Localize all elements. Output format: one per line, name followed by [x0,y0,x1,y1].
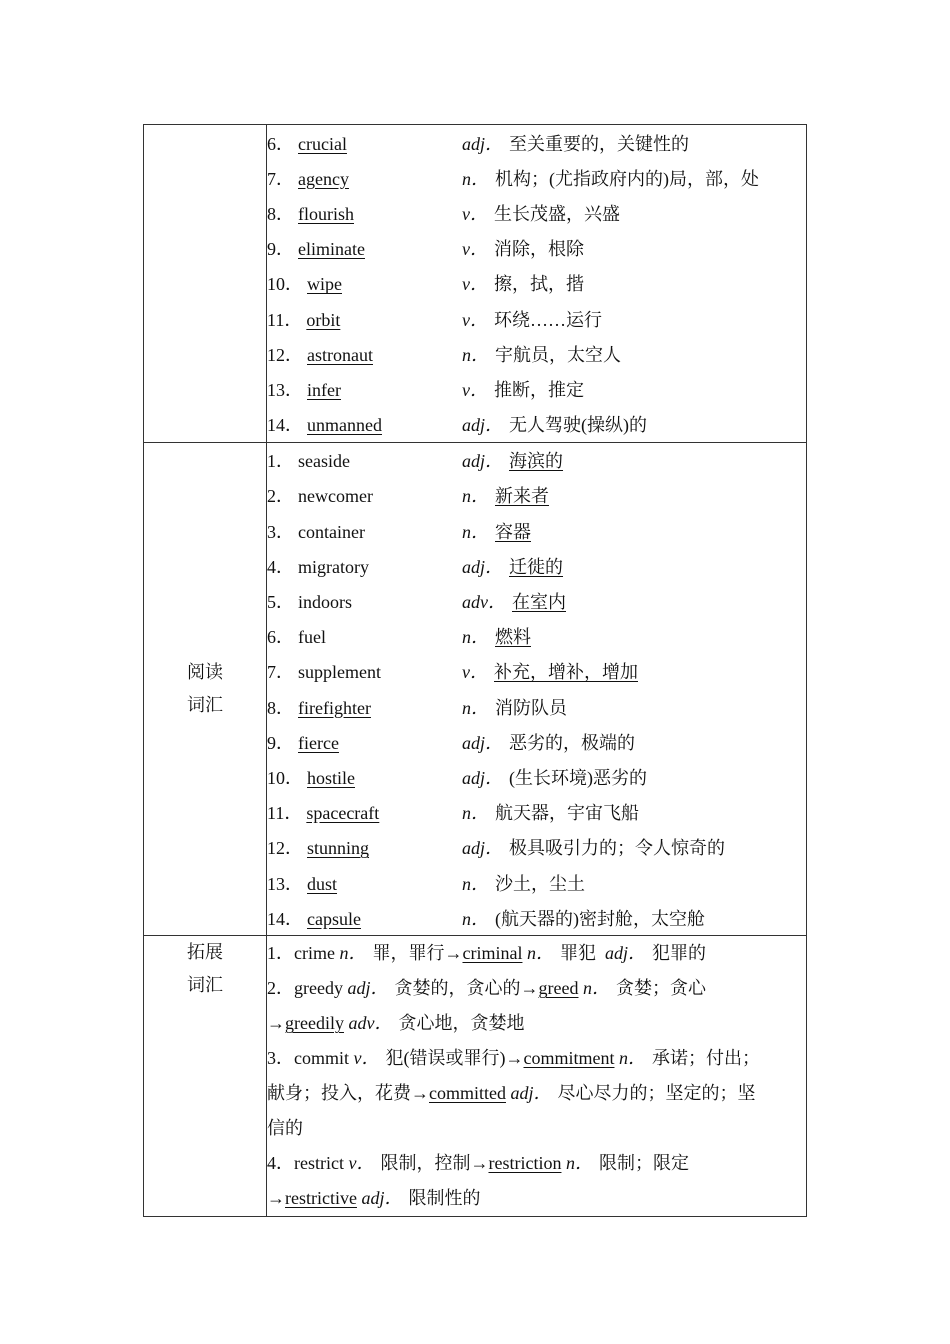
part-of-speech: n． [462,168,489,189]
part-of-speech: v． [462,203,488,224]
part-of-speech: n． [462,627,489,648]
vocab-row [267,336,806,371]
vocab-word-cell: 12． stunning [267,838,370,859]
vocab-definition-cell [462,623,806,649]
part-of-speech: adj． [462,451,504,472]
vocab-word: container [298,521,365,542]
section-reading-vocab [144,442,807,936]
vocab-word-cell: 13． dust [267,873,338,894]
section-label-empty [144,125,267,443]
vocab-definition-cell [462,270,806,296]
vocab-definition-cell [462,130,806,156]
vocab-definition: 机构；(尤指政府内的)局，部，处 [495,168,759,189]
vocabulary-table [143,124,807,1217]
vocab-row [267,830,806,865]
vocab-row [267,125,806,160]
vocab-word: eliminate [298,239,365,260]
vocab-word: seaside [298,451,350,472]
vocab-word-cell: 11． orbit [267,309,341,330]
vocab-row [267,865,806,900]
section-label-reading: 阅读 词汇 [144,442,267,936]
vocab-word: astronaut [307,344,373,365]
part-of-speech: v． [462,239,488,260]
vocab-row [267,160,806,195]
vocab-word: wipe [307,274,342,295]
vocab-row [267,371,806,406]
vocab-row [267,443,806,478]
vocab-word: stunning [307,838,370,859]
vocab-word-cell: 7． agency [267,168,349,189]
vocab-word-cell: 3． container [267,521,365,542]
extended-entry-greedy: 2．greedy adj． 贪婪的，贪心的→greed n． 贪婪；贪心 →greedily adv． 贪心地，贪婪地 [267,978,706,1034]
vocab-definition-cell [462,870,806,896]
vocab-definition: 宇航员，太空人 [495,344,621,365]
vocab-definition-cell [462,411,806,437]
vocab-word: fuel [298,627,326,648]
vocab-definition: 迁徙的 [509,556,564,577]
vocab-row [267,407,806,442]
vocab-row [267,689,806,724]
vocab-word-cell: 8． firefighter [267,697,371,718]
part-of-speech: n． [462,486,489,507]
vocab-row [267,900,806,935]
vocab-word-cell: 8． flourish [267,203,354,224]
vocab-definition-cell [462,235,806,261]
part-of-speech: n． [462,344,489,365]
part-of-speech: n． [462,873,489,894]
vocab-definition-cell [462,482,806,508]
core-vocab-list [267,125,807,443]
vocab-definition: 消除，根除 [494,239,584,260]
vocab-row [267,795,806,830]
vocab-row [267,619,806,654]
part-of-speech: adj． [462,838,504,859]
reading-vocab-list [267,442,807,936]
vocab-word: newcomer [298,486,373,507]
vocab-row [267,301,806,336]
vocab-word: orbit [306,309,341,330]
vocab-row [267,548,806,583]
vocab-definition: 航天器，宇宙飞船 [495,803,639,824]
part-of-speech: v． [462,662,488,683]
vocab-definition: (航天器的)密封舱，太空舱 [495,908,705,929]
part-of-speech: adv． [462,592,506,613]
vocab-definition: 沙土，尘土 [495,873,585,894]
vocab-definition: 推断，推定 [494,379,584,400]
extended-entry-commit: 3．commit v． 犯(错误或罪行)→commitment n． 承诺；付出； 献身；投入，花费→committed adj． 尽心尽力的；坚定的；坚 信的 [267,1048,760,1139]
vocab-definition-cell [462,799,806,825]
vocab-word: spacecraft [306,803,380,824]
vocab-word-cell: 6． crucial [267,133,347,154]
vocab-definition: 至关重要的，关键性的 [509,133,690,154]
vocab-definition-cell [462,729,806,755]
vocab-word: migratory [298,556,369,577]
vocab-definition-cell [462,341,806,367]
vocab-definition: 海滨的 [509,451,564,472]
vocab-row [267,195,806,230]
vocab-word-cell: 10． hostile [267,767,355,788]
vocab-row [267,583,806,618]
vocab-definition-cell [462,658,806,684]
vocab-word-cell: 14． unmanned [267,415,382,436]
vocab-word-cell: 2． newcomer [267,486,373,507]
extended-entry-crime: 1．crime n． 罪，罪行→criminal n． 罪犯 adj． 犯罪的 [267,943,706,964]
part-of-speech: adj． [462,732,504,753]
vocab-definition: 极具吸引力的；令人惊奇的 [509,838,726,859]
vocab-row [267,654,806,689]
vocab-word-cell: 11． spacecraft [267,803,380,824]
vocab-word-cell: 14． capsule [267,908,361,929]
vocab-word: supplement [298,662,381,683]
vocab-definition-cell [462,694,806,720]
vocab-word: flourish [298,203,354,224]
vocab-word: crucial [298,133,347,154]
extended-vocab-list [267,936,807,1217]
vocab-definition: 无人驾驶(操纵)的 [509,415,648,436]
section-core-vocab [144,125,807,443]
vocab-definition: (生长环境)恶劣的 [509,767,648,788]
vocab-definition-cell [462,447,806,473]
vocab-definition-cell [462,764,806,790]
part-of-speech: adj． [462,415,504,436]
vocab-definition: 在室内 [512,592,566,613]
vocab-word-cell: 5． indoors [267,592,352,613]
vocab-word: capsule [307,908,361,929]
vocab-row [267,513,806,548]
part-of-speech: v． [462,309,488,330]
vocab-row [267,759,806,794]
part-of-speech: adj． [462,556,504,577]
vocab-definition: 新来者 [495,486,549,507]
vocab-word: agency [298,168,349,189]
vocab-definition-cell [462,165,806,191]
vocab-word: hostile [307,767,355,788]
vocab-definition: 补充，增补，增加 [494,662,638,683]
vocab-word: indoors [298,592,352,613]
vocab-definition-cell [462,376,806,402]
vocab-row [267,231,806,266]
section-extended-vocab [144,936,807,1217]
vocab-definition-cell [462,553,806,579]
vocab-definition-cell [462,200,806,226]
part-of-speech: n． [462,521,489,542]
vocab-definition: 燃料 [495,627,531,648]
vocab-definition: 生长茂盛，兴盛 [494,203,620,224]
vocab-definition-cell [462,588,806,614]
vocab-word-cell: 9． fierce [267,732,339,753]
part-of-speech: n． [462,908,489,929]
part-of-speech: adj． [462,767,504,788]
vocab-word-cell: 9． eliminate [267,239,365,260]
section-label-extended: 拓展 词汇 [144,936,267,1217]
vocab-word-cell: 4． migratory [267,556,369,577]
vocab-definition: 容器 [495,521,531,542]
part-of-speech: n． [462,697,489,718]
vocab-word: dust [307,873,338,894]
vocab-word: unmanned [307,415,382,436]
vocab-definition-cell [462,306,806,332]
part-of-speech: v． [462,379,488,400]
part-of-speech: adj． [462,133,504,154]
vocab-word-cell: 7． supplement [267,662,381,683]
vocab-word-cell: 6． fuel [267,627,326,648]
vocab-definition: 恶劣的，极端的 [509,732,636,753]
vocab-word: fierce [298,732,339,753]
vocab-word: infer [307,379,341,400]
vocab-row [267,724,806,759]
vocab-word-cell: 12． astronaut [267,344,373,365]
vocab-definition-cell [462,905,806,931]
vocab-word-cell: 10． wipe [267,274,342,295]
vocab-word-cell: 13． infer [267,379,341,400]
vocab-definition: 消防队员 [495,697,567,718]
vocab-word-cell: 1． seaside [267,451,350,472]
vocab-definition: 擦，拭，揩 [494,274,584,295]
vocab-definition-cell [462,834,806,860]
vocab-row [267,266,806,301]
part-of-speech: n． [462,803,489,824]
vocab-word: firefighter [298,697,371,718]
part-of-speech: v． [462,274,488,295]
extended-entry-restrict: 4．restrict v． 限制，控制→restriction n． 限制；限定 →restrictive adj． 限制性的 [267,1153,689,1209]
vocab-definition: 环绕……运行 [494,309,602,330]
vocab-definition-cell [462,518,806,544]
vocab-row [267,478,806,513]
